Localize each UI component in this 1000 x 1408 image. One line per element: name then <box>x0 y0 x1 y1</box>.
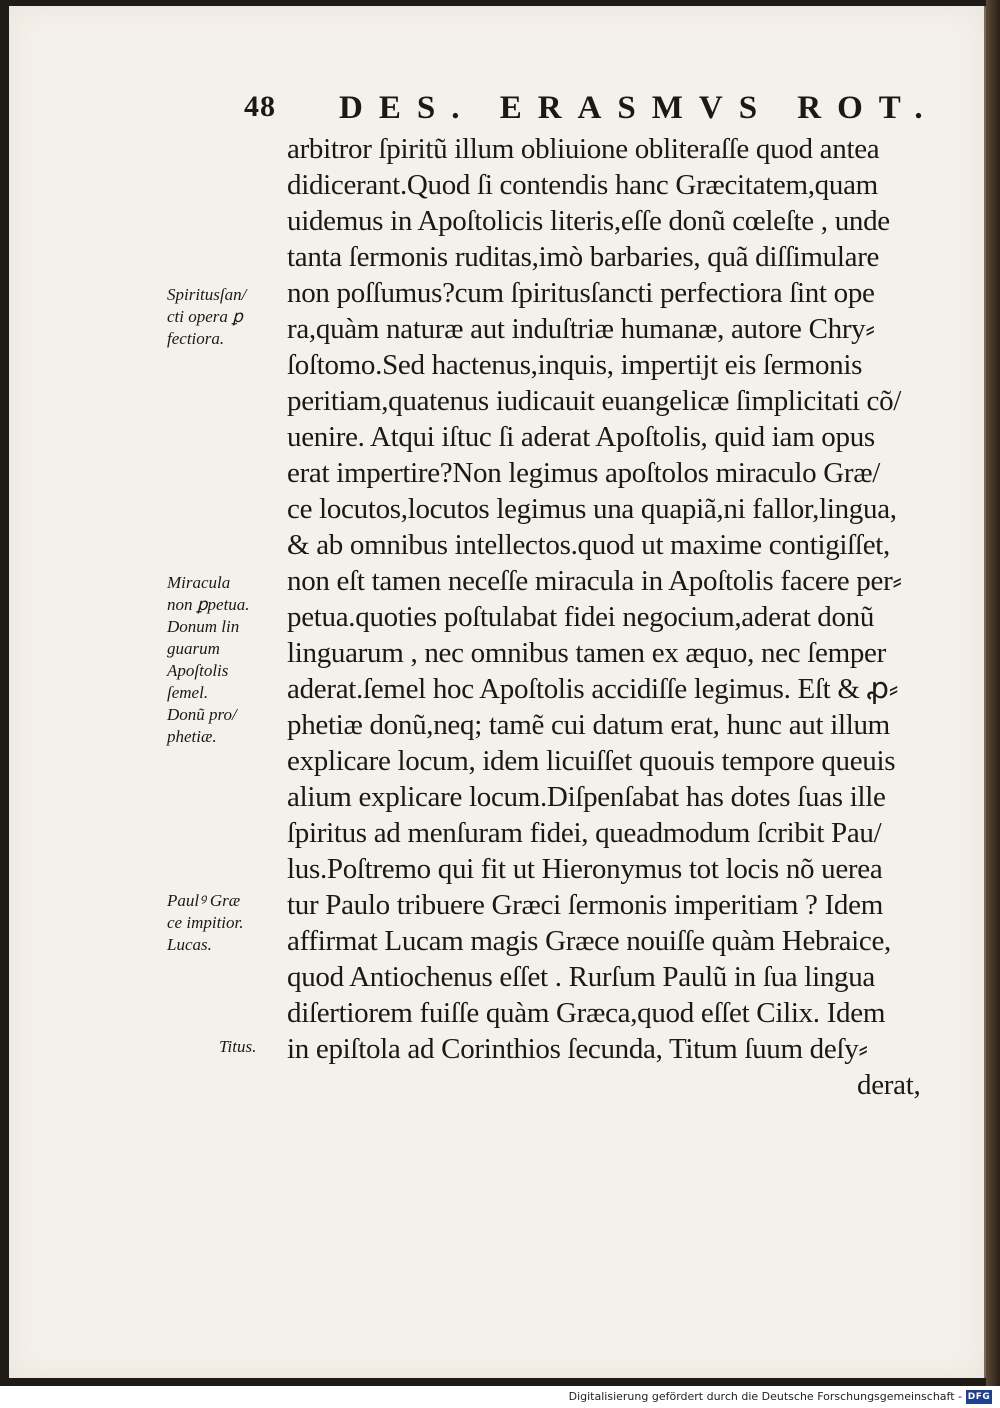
body-line: in epiſtola ad Corinthios ſecunda, Titum ſuum deſy⸗ <box>287 1033 868 1065</box>
body-line: & ab omnibus intellectos.quod ut maxime contigiſſet, <box>287 529 890 561</box>
body-line: ſpiritus ad menſuram fidei, queadmodum ſcribit Pau/ <box>287 817 882 849</box>
running-head: DES. ERASMVS ROT. <box>339 90 939 126</box>
body-line: ce locutos,locutos legimus una quapiã,ni fallor,lingua, <box>287 493 897 525</box>
page-number: 48 <box>244 90 276 123</box>
body-line: uenire. Atqui iſtuc ſi aderat Apoſtolis, quid iam opus <box>287 421 875 453</box>
body-line: tur Paulo tribuere Græci ſermonis imperitiam ? Idem <box>287 889 883 921</box>
marginal-line: Paulꝰ Græ <box>167 891 241 910</box>
marginal-line: ce impitior. <box>167 913 244 932</box>
body-line: ra,quàm naturæ aut induſtriæ humanæ, autore Chry⸗ <box>287 313 875 345</box>
funding-credit: Digitalisierung gefördert durch die Deutsche Forschungsgemeinschaft - <box>568 1390 962 1403</box>
marginal-line: Spiritusſan/ <box>167 285 247 304</box>
marginal-line: ſemel. <box>167 683 209 702</box>
body-line: non eſt tamen neceſſe miracula in Apoſtolis facere per⸗ <box>287 565 902 597</box>
body-line: explicare locum, idem licuiſſet quouis tempore queuis <box>287 745 896 777</box>
catchword: derat, <box>857 1069 921 1101</box>
body-line: phetiæ donũ,neq; tamẽ cui datum erat, hunc aut illum <box>287 709 890 741</box>
body-line: linguarum , nec omnibus tamen ex æquo, nec ſemper <box>287 637 886 669</box>
body-line: non poſſumus?cum ſpiritusſancti perfectiora ſint ope <box>287 277 875 309</box>
body-line: alium explicare locum.Diſpenſabat has dotes ſuas ille <box>287 781 886 813</box>
body-line: lus.Poſtremo qui fit ut Hieronymus tot locis nõ uerea <box>287 853 883 885</box>
marginal-line: cti opera ꝑ <box>167 307 243 326</box>
marginal-line: non ꝑpetua. <box>167 595 250 614</box>
marginal-note <box>167 572 250 748</box>
marginal-line: Donũ pro/ <box>167 705 237 724</box>
marginal-line: Miracula <box>167 573 231 592</box>
body-line: peritiam,quatenus iudicauit euangelicæ ſimplicitati cõ/ <box>287 385 902 417</box>
marginal-note <box>167 890 244 956</box>
body-line: erat impertire?Non legimus apoſtolos miraculo Græ/ <box>287 457 881 489</box>
marginal-line: Titus. <box>219 1037 257 1056</box>
marginal-line: Donum lin <box>167 617 240 636</box>
body-line: ſoſtomo.Sed hactenus,inquis, impertijt eis ſermonis <box>287 349 863 381</box>
dfg-logo-icon: DFG <box>967 1392 991 1402</box>
marginal-note <box>219 1036 256 1058</box>
marginal-line: Lucas. <box>167 935 212 954</box>
body-line: uidemus in Apoſtolicis literis,eſſe donũ cœleſte , unde <box>287 205 890 237</box>
marginal-line: Apoſtolis <box>167 661 229 680</box>
body-line: diſertiorem fuiſſe quàm Græca,quod eſſet Cilix. Idem <box>287 997 886 1029</box>
marginal-line: phetiæ. <box>167 727 217 746</box>
body-line: aderat.ſemel hoc Apoſtolis accidiſſe legimus. Eſt & ꝓ⸗ <box>287 673 899 705</box>
book-spine-edge <box>986 0 1000 1386</box>
body-line: didicerant.Quod ſi contendis hanc Græcitatem,quam <box>287 169 878 201</box>
marginal-note <box>167 284 246 350</box>
marginal-line: guarum <box>167 639 220 658</box>
body-line: affirmat Lucam magis Græce nouiſſe quàm Hebraice, <box>287 925 892 957</box>
body-line: quod Antiochenus eſſet . Rurſum Paulũ in ſua lingua <box>287 961 875 993</box>
marginal-line: fectiora. <box>167 329 225 348</box>
book-page <box>9 6 987 1378</box>
body-line: tanta ſermonis ruditas,imò barbaries, quã diſſimulare <box>287 241 880 273</box>
body-line: petua.quoties poſtulabat fidei negocium,aderat donũ <box>287 601 875 633</box>
body-line: arbitror ſpiritũ illum obliuione obliteraſſe quod antea <box>287 133 880 165</box>
